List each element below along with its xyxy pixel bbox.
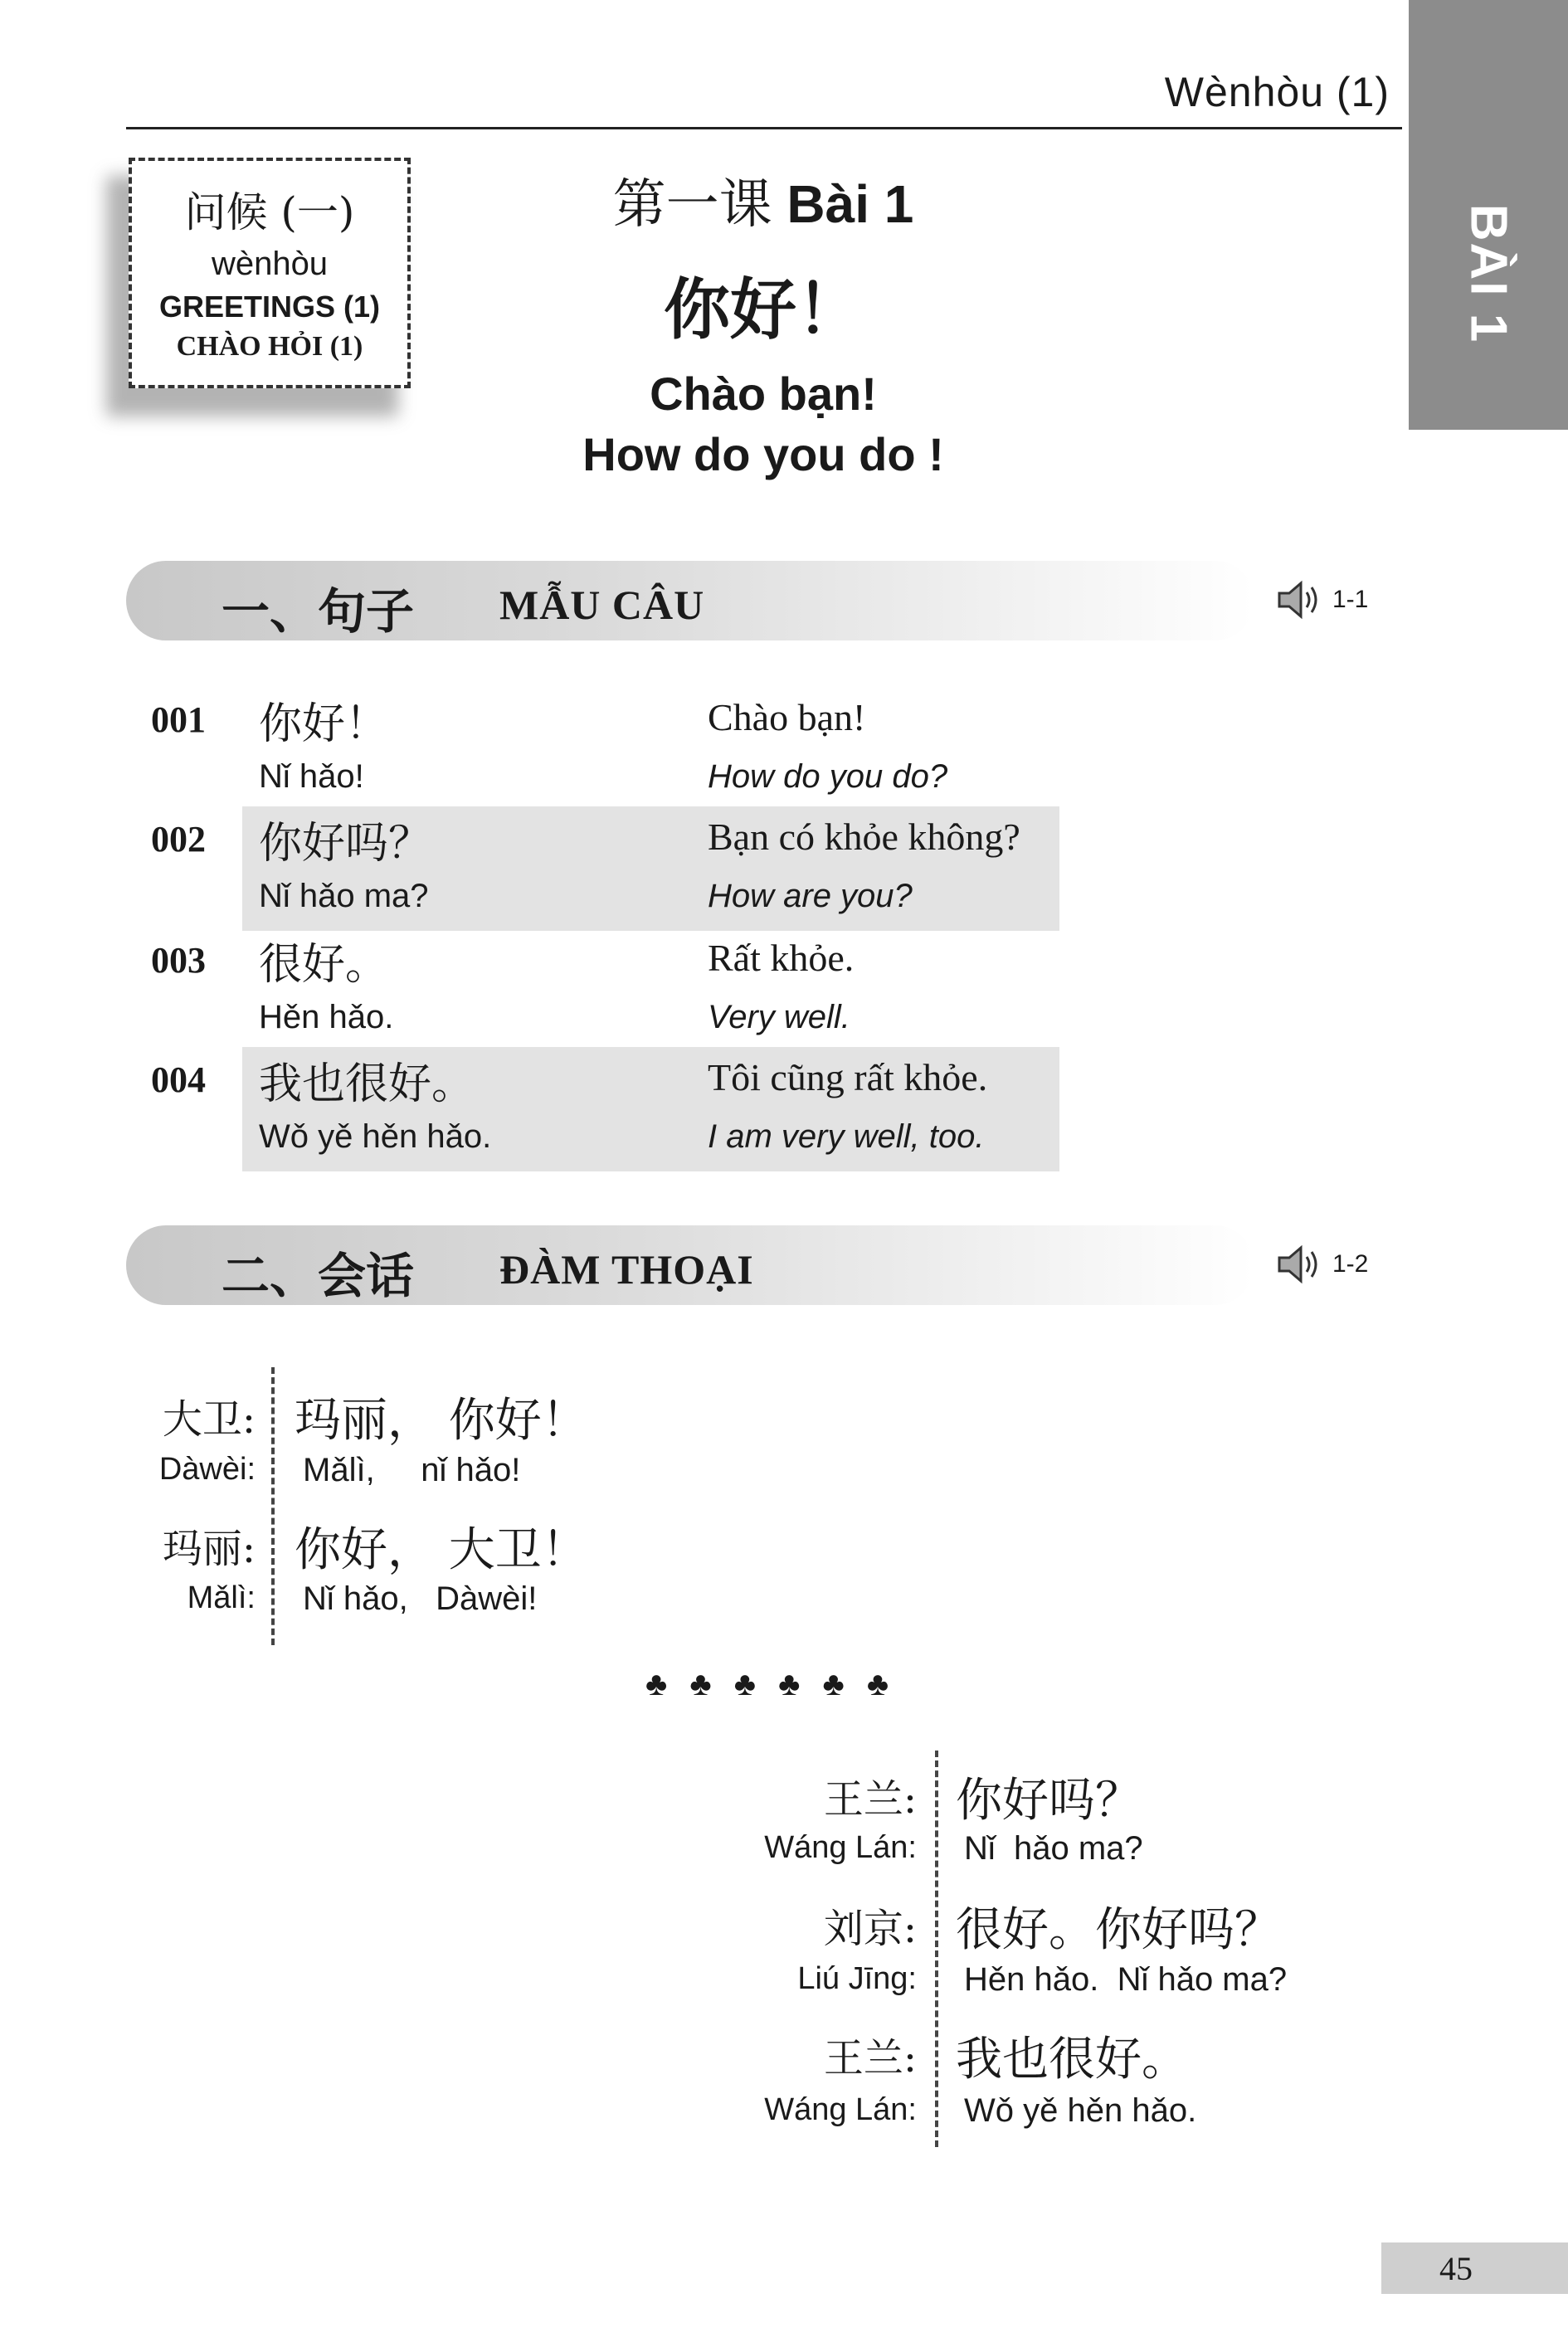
running-title: Wènhòu (1) <box>1164 69 1390 115</box>
section-bar-sentences <box>126 561 1254 640</box>
lesson-title-en: How do you do ! <box>582 428 944 480</box>
speaker-pinyin: Wáng Lán: <box>764 2092 917 2127</box>
lesson-label-english: GREETINGS (1) <box>158 290 381 324</box>
sentence-vi: Tôi cũng rất khỏe. <box>708 1056 988 1098</box>
dialogue-line-zh: 玛丽， 你好！ <box>295 1394 588 1448</box>
lesson-number-vi: Bài 1 <box>786 174 914 234</box>
speaker-pinyin: Mǎlì: <box>187 1580 256 1615</box>
sentence-en: How are you? <box>708 878 913 914</box>
speaker-zh: 刘京: <box>823 1906 917 1952</box>
lesson-label-pinyin: wènhòu <box>211 246 329 282</box>
sentence-number: 003 <box>151 940 206 981</box>
sentence-pinyin: Nǐ hǎo ma? <box>259 878 429 914</box>
speaker-pinyin: Wáng Lán: <box>764 1830 917 1865</box>
page-number: 45 <box>1439 2250 1473 2287</box>
section-title-vi: MẪU CÂU <box>499 582 705 628</box>
lesson-title-vi: Chào bạn! <box>650 368 877 420</box>
audio-button-1[interactable] <box>1276 579 1368 621</box>
dialogue-separator: ♣ ♣ ♣ ♣ ♣ ♣ <box>645 1666 896 1702</box>
sentence-vi: Bạn có khỏe không? <box>708 816 1020 858</box>
sentence-vi: Rất khỏe. <box>708 937 855 979</box>
dialogue-divider <box>271 1367 275 1645</box>
audio-track-label: 1-1 <box>1332 586 1369 613</box>
dialogue-line-pinyin: Wǒ yě hěn hǎo. <box>964 2092 1197 2129</box>
sentence-number: 001 <box>151 699 206 740</box>
section-title-zh: 一、句子 <box>222 583 415 640</box>
sentence-zh: 你好吗？ <box>259 819 432 869</box>
lesson-title-zh: 你好！ <box>664 270 863 348</box>
speaker-pinyin: Liú Jīng: <box>797 1961 917 1996</box>
sentence-zh: 我也很好。 <box>259 1059 475 1109</box>
lesson-number-zh: 第一课 <box>612 174 772 236</box>
lesson-label-chinese: 问候 (一) <box>184 188 355 236</box>
sentence-en: How do you do? <box>708 758 948 795</box>
sentence-pinyin: Nǐ hǎo! <box>259 758 364 795</box>
lesson-label-box <box>129 158 411 388</box>
dialogue-line-zh: 你好， 大卫！ <box>295 1523 588 1577</box>
lesson-side-tab <box>1409 0 1568 430</box>
lesson-title-block <box>514 162 1012 481</box>
sentence-en: Very well. <box>708 999 850 1035</box>
speaker-zh: 王兰: <box>823 2035 917 2082</box>
sentence-pinyin: Wǒ yě hěn hǎo. <box>259 1118 492 1155</box>
sentence-en: I am very well, too. <box>708 1118 985 1155</box>
sentence-number: 004 <box>151 1059 206 1100</box>
dialogue-line-pinyin: Mǎlì, nǐ hǎo! <box>303 1452 521 1488</box>
page-number-box <box>1381 2242 1568 2294</box>
section-title-vi: ĐÀM THOẠI <box>499 1246 754 1293</box>
dialogue-line-pinyin: Nǐ hǎo, Dàwèi! <box>303 1580 538 1617</box>
sentence-zh: 很好。 <box>259 940 389 990</box>
lesson-number <box>514 162 1012 238</box>
audio-track-label: 1-2 <box>1332 1250 1369 1278</box>
dialogue-line-zh: 你好吗？ <box>956 1774 1142 1828</box>
dialogue-divider <box>935 1751 938 2147</box>
header-rule <box>126 127 1402 129</box>
sentence-number: 002 <box>151 819 206 859</box>
section-bar-dialogue <box>126 1225 1254 1305</box>
side-tab-label: BÀI 1 <box>1459 203 1517 344</box>
audio-button-2[interactable] <box>1276 1244 1368 1285</box>
speaker-zh: 王兰: <box>823 1776 917 1823</box>
dialogue-line-zh: 我也很好。 <box>956 2033 1188 2087</box>
sentence-zh: 你好！ <box>259 699 389 749</box>
lesson-label-vietnamese: CHÀO HỎI (1) <box>176 331 363 362</box>
speaker-zh: 玛丽: <box>162 1526 256 1572</box>
sentence-vi: Chào bạn! <box>708 696 866 738</box>
speaker-zh: 大卫: <box>162 1396 256 1443</box>
dialogue-line-pinyin: Nǐ hǎo ma? <box>964 1830 1143 1867</box>
section-title-zh: 二、会话 <box>222 1248 415 1304</box>
sentence-pinyin: Hěn hǎo. <box>259 999 394 1035</box>
speaker-icon <box>1276 579 1326 621</box>
dialogue-line-zh: 很好。你好吗？ <box>956 1903 1281 1957</box>
speaker-icon <box>1276 1244 1326 1285</box>
dialogue-line-pinyin: Hěn hǎo. Nǐ hǎo ma? <box>964 1961 1288 1998</box>
speaker-pinyin: Dàwèi: <box>158 1452 256 1487</box>
